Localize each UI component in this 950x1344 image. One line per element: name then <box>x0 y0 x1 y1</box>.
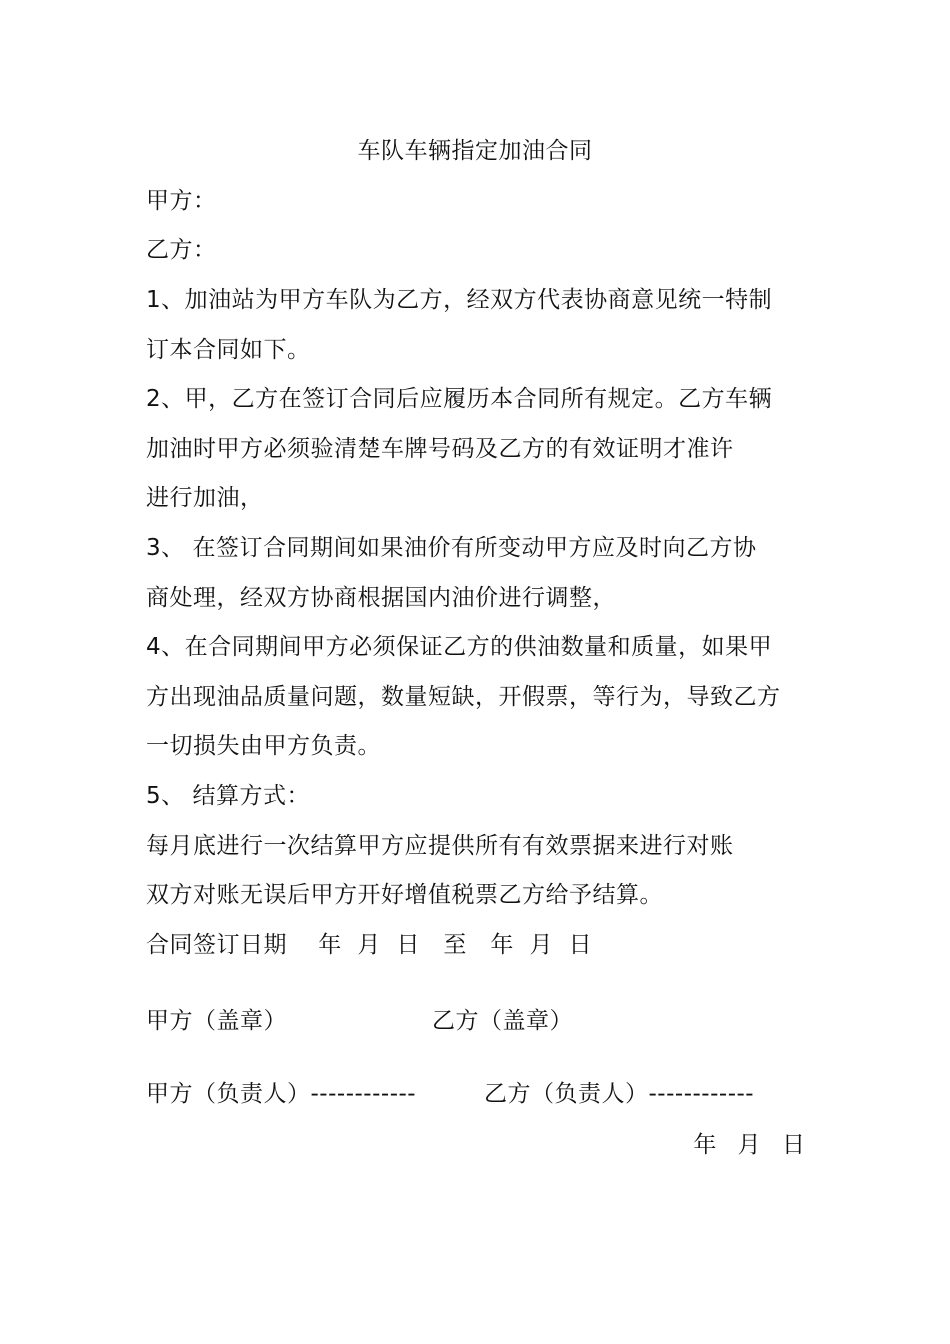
party-b-label: 乙方： <box>146 237 217 263</box>
clause-line: 加油时甲方必须验清楚车牌号码及乙方的有效证明才准许 <box>146 436 734 462</box>
clause-line: 商处理，经双方协商根据国内油价进行调整， <box>146 585 616 611</box>
clause-line: 订本合同如下。 <box>146 337 311 363</box>
clause-line: 一切损失由甲方负责。 <box>146 733 381 759</box>
clause-line: 双方对账无误后甲方开好增值税票乙方给予结算。 <box>146 882 663 908</box>
footer-date: 年 月 日 <box>693 1132 805 1158</box>
clause-line: 3、 在签订合同期间如果油价有所变动甲方应及时向乙方协 <box>146 535 757 561</box>
clause-line: 4、在合同期间甲方必须保证乙方的供油数量和质量，如果甲 <box>146 634 773 660</box>
contract-date-line: 合同签订日期 年 月 日 至 年 月 日 <box>146 932 593 958</box>
document-title: 车队车辆指定加油合同 <box>357 138 593 164</box>
clause-line: 进行加油， <box>146 485 264 511</box>
party-b-seal: 乙方（盖章） <box>432 1008 573 1034</box>
clause-line: 2、甲，乙方在签订合同后应履历本合同所有规定。乙方车辆 <box>146 386 773 412</box>
clause-line: 每月底进行一次结算甲方应提供所有有效票据来进行对账 <box>146 833 734 859</box>
clause-line: 5、 结算方式： <box>146 783 310 809</box>
party-b-responsible: 乙方（负责人）------------ <box>484 1081 755 1107</box>
party-a-responsible: 甲方（负责人）------------ <box>146 1081 417 1107</box>
clause-line: 1、加油站为甲方车队为乙方，经双方代表协商意见统一特制 <box>146 287 773 313</box>
clause-line: 方出现油品质量问题，数量短缺，开假票，等行为，导致乙方 <box>146 684 781 710</box>
party-a-label: 甲方： <box>146 188 217 214</box>
party-a-seal: 甲方（盖章） <box>146 1008 287 1034</box>
